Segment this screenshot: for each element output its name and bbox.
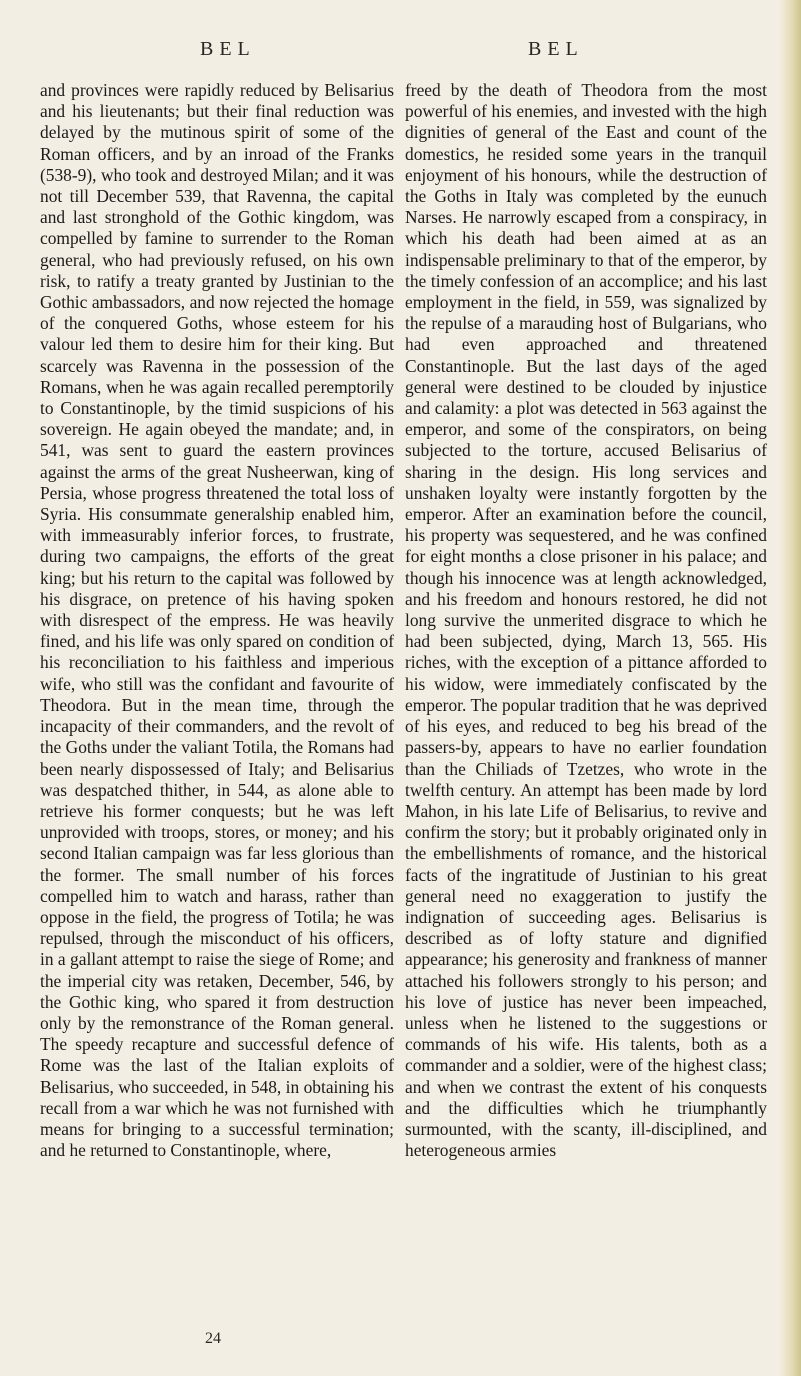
running-header-right: BEL	[528, 38, 584, 60]
text-column-right	[405, 80, 767, 1161]
right-column-text: freed by the death of Theodora from the most powerful of his enemies, and invested with the high dignities of general of the East and count of the domestics, he resided some years in the tranquil enjoyment of his honours, while the destruction of the Goths in Italy was completed by the eunuch Narses. He narrowly escaped from a conspiracy, in which his death had been aimed at as an indispensable preliminary to that of the emperor, by the timely confession of an accomplice; and his last employment in the field, in 559, was signalized by the repulse of a marauding host of Bulgarians, who had even approached and threatened Constantinople. But the last days of the aged general were destined to be clouded by injustice and calamity: a plot was detected in 563 against the emperor, and some of the conspirators, on being subjected to the torture, accused Belisarius of sharing in the design. His long services and unshaken loyalty were instantly forgotten by the emperor. After an examination before the council, his property was sequestered, and he was confined for eight months a close prisoner in his palace; and though his innocence was at length acknowledged, and his freedom and honours restored, he did not long survive the unmerited disgrace to which he had been subjected, dying, March 13, 565. His riches, with the exception of a pittance afforded to his widow, were immediately confiscated by the emperor. The popular tradition that he was deprived of his eyes, and reduced to beg his bread of the passers-by, appears to have no earlier foundation than the Chiliads of Tzetzes, who wrote in the twelfth century. An attempt has been made by lord Mahon, in his late Life of Belisarius, to revive and confirm the story; but it probably originated only in the embellishments of romance, and the historical facts of the ingratitude of Justinian to his great general need no exaggeration to justify the indignation of succeeding ages. Belisarius is described as of lofty stature and dignified appearance; his generosity and frankness of manner attached his followers strongly to his person; and his love of justice has never been impeached, unless when he listened to the suggestions or commands of his wife. His talents, both as a commander and a soldier, were of the highest class; and when we contrast the extent of his conquests and the difficulties which he triumphantly surmounted, with the scanty, ill-disciplined, and heterogeneous armies	[405, 80, 767, 1161]
left-column-text: and provinces were rapidly reduced by Belisarius and his lieutenants; but their final reduction was delayed by the mutinous spirit of some of the Roman officers, and by an inroad of the Franks (538-9), who took and destroyed Milan; and it was not till December 539, that Ravenna, the capital and last stronghold of the Gothic kingdom, was compelled by famine to surrender to the Roman general, who had previously refused, on his own risk, to ratify a treaty granted by Justinian to the Gothic ambassadors, and now rejected the homage of the conquered Goths, whose esteem for his valour led them to desire him for their king. But scarcely was Ravenna in the possession of the Romans, when he was again recalled peremptorily to Constantinople, by the timid suspicions of his sovereign. He again obeyed the mandate; and, in 541, was sent to guard the eastern provinces against the arms of the great Nusheerwan, king of Persia, whose progress threatened the total loss of Syria. His consummate generalship enabled him, with immeasurably inferior forces, to frustrate, during two campaigns, the efforts of the great king; but his return to the capital was followed by his disgrace, on pretence of his having spoken with disrespect of the empress. He was heavily fined, and his life was only spared on condition of his reconciliation to his faithless and imperious wife, who still was the confidant and favourite of Theodora. But in the mean time, through the incapacity of their commanders, and the revolt of the Goths under the valiant Totila, the Romans had been nearly dispossessed of Italy; and Belisarius was despatched thither, in 544, as alone able to retrieve his former conquests; but he was left unprovided with troops, stores, or money; and his second Italian campaign was far less glorious than the former. The small number of his forces compelled him to watch and harass, rather than oppose in the field, the progress of Totila; he was repulsed, through the misconduct of his officers, in a gallant attempt to raise the siege of Rome; and the imperial city was retaken, December, 546, by the Gothic king, who spared it from destruction only by the remonstrance of the Roman general. The speedy recapture and successful defence of Rome was the last of the Italian exploits of Belisarius, who succeeded, in 548, in obtaining his recall from a war which he was not furnished with means for bringing to a successful termination; and he returned to Constantinople, where,	[40, 80, 394, 1161]
page-edge-shading	[779, 0, 801, 1376]
running-header-left: BEL	[200, 38, 256, 60]
text-column-left	[40, 80, 394, 1161]
page-number: 24	[205, 1330, 221, 1347]
